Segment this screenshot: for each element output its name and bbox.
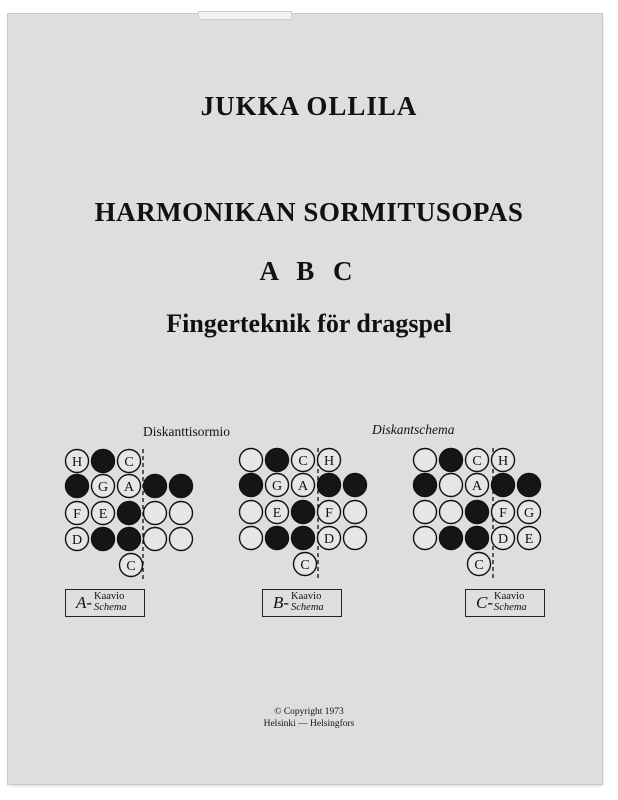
svg-text:G: G (97, 480, 109, 495)
empty-button (440, 474, 463, 497)
note-button (118, 450, 141, 473)
svg-text:F: F (499, 506, 507, 521)
svg-text:E: E (98, 507, 108, 522)
schema-kaavio: Kaavio (94, 591, 125, 602)
filled-button (318, 474, 341, 497)
schema-kaavio: Kaavio (494, 591, 525, 602)
filled-button (492, 474, 515, 497)
note-button (292, 449, 315, 472)
svg-text:D: D (71, 533, 83, 548)
empty-button (144, 502, 167, 525)
note-button (66, 450, 89, 473)
filled-button (344, 474, 367, 497)
schema-letter: B- (273, 593, 290, 612)
schema-schema: Schema (291, 602, 324, 613)
svg-text:E: E (272, 506, 282, 521)
empty-button (240, 527, 263, 550)
schema-box-b (262, 589, 342, 617)
svg-text:F: F (73, 507, 81, 522)
note-button (294, 553, 317, 576)
note-button (118, 475, 141, 498)
filled-button (118, 528, 141, 551)
svg-text:E: E (524, 532, 534, 547)
svg-text:A: A (471, 479, 483, 494)
svg-text:C: C (474, 558, 484, 573)
filled-button (144, 475, 167, 498)
empty-button (170, 528, 193, 551)
note-button (518, 527, 541, 550)
filled-button (266, 449, 289, 472)
note-button (466, 449, 489, 472)
filled-button (440, 449, 463, 472)
note-button (66, 528, 89, 551)
svg-text:C: C (298, 454, 308, 469)
empty-button (414, 501, 437, 524)
empty-button (344, 527, 367, 550)
note-button (66, 502, 89, 525)
note-button (266, 501, 289, 524)
note-button (266, 474, 289, 497)
schema-letter: A- (76, 593, 93, 612)
empty-button (344, 501, 367, 524)
book-title: HARMONIKAN SORMITUSOPAS (94, 197, 524, 227)
empty-button (240, 501, 263, 524)
filled-button (466, 527, 489, 550)
diagram-label-swedish: Diskantschema (372, 422, 455, 437)
note-button (468, 553, 491, 576)
copyright-text: © Copyright 1973 (274, 707, 344, 717)
filled-button (466, 501, 489, 524)
svg-text:G: G (523, 506, 535, 521)
note-button (92, 502, 115, 525)
svg-text:H: H (323, 454, 335, 469)
filled-button (414, 474, 437, 497)
filled-button (118, 502, 141, 525)
empty-button (240, 449, 263, 472)
svg-text:D: D (497, 532, 509, 547)
schema-schema: Schema (94, 602, 127, 613)
empty-button (414, 449, 437, 472)
author-name: JUKKA OLLILA (200, 91, 418, 121)
book-subtitle: Fingerteknik för dragspel (166, 309, 452, 338)
note-button (318, 501, 341, 524)
schema-box-c (465, 589, 545, 617)
note-button (318, 449, 341, 472)
empty-button (440, 501, 463, 524)
svg-text:H: H (497, 454, 509, 469)
filled-button (92, 528, 115, 551)
note-button (492, 449, 515, 472)
filled-button (240, 474, 263, 497)
note-button (92, 475, 115, 498)
note-button (518, 501, 541, 524)
svg-text:A: A (297, 479, 309, 494)
svg-text:A: A (123, 480, 135, 495)
filled-button (170, 475, 193, 498)
publication-place: Helsinki — Helsingfors (263, 719, 355, 729)
schema-kaavio: Kaavio (291, 591, 322, 602)
note-button (292, 474, 315, 497)
diagram-label-finnish: Diskanttisormio (143, 424, 230, 439)
schema-box-a (65, 589, 145, 617)
svg-text:F: F (325, 506, 333, 521)
schema-schema: Schema (494, 602, 527, 613)
filled-button (440, 527, 463, 550)
note-button (120, 554, 143, 577)
book-series: A B C (259, 256, 359, 286)
empty-button (144, 528, 167, 551)
note-button (492, 501, 515, 524)
svg-text:G: G (271, 479, 283, 494)
note-button (318, 527, 341, 550)
svg-text:C: C (126, 559, 136, 574)
filled-button (292, 527, 315, 550)
filled-button (518, 474, 541, 497)
empty-button (170, 502, 193, 525)
filled-button (92, 450, 115, 473)
empty-button (414, 527, 437, 550)
svg-text:C: C (300, 558, 310, 573)
svg-text:H: H (71, 455, 83, 470)
svg-text:D: D (323, 532, 335, 547)
note-button (466, 474, 489, 497)
note-button (492, 527, 515, 550)
filled-button (292, 501, 315, 524)
schema-letter: C- (476, 593, 493, 612)
svg-text:C: C (472, 454, 482, 469)
svg-text:C: C (124, 455, 134, 470)
filled-button (266, 527, 289, 550)
filled-button (66, 475, 89, 498)
